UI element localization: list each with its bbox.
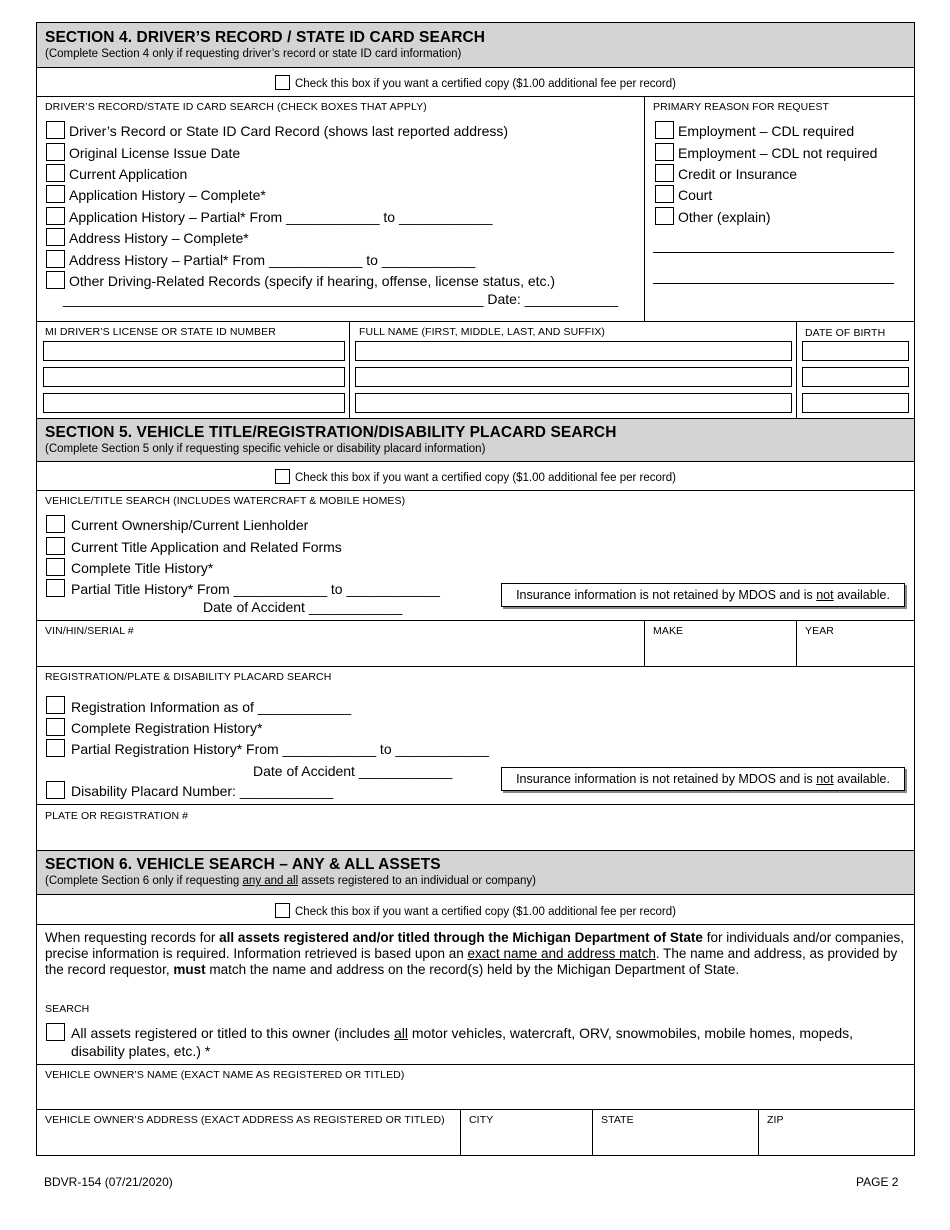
- option-label: Application History – Complete*: [69, 187, 266, 203]
- section4-title: SECTION 4. DRIVER’S RECORD / STATE ID CARD SEARCH: [45, 29, 486, 46]
- section6-title: SECTION 6. VEHICLE SEARCH – ANY & ALL ASSETS: [45, 856, 441, 873]
- divider: [644, 620, 645, 666]
- option-checkbox[interactable]: [46, 143, 65, 161]
- option-label: Application History – Partial* From ____________ to ____________: [69, 209, 493, 225]
- section5-certified-label: Check this box if you want a certified copy ($1.00 additional fee per record): [295, 472, 676, 484]
- divider: [796, 321, 797, 418]
- section5-subtitle: (Complete Section 5 only if requesting specific vehicle or disability placard information): [45, 443, 486, 455]
- fullname-input[interactable]: [355, 393, 792, 413]
- fullname-input[interactable]: [355, 367, 792, 387]
- reason-label: Court: [678, 187, 713, 203]
- fullname-input[interactable]: [355, 341, 792, 361]
- instructions-text: for individuals and/or companies, precise information is required. Information retrieved is based upon an: [45, 930, 905, 961]
- option-checkbox[interactable]: [46, 121, 65, 139]
- insurance-note-text: Insurance information is not retained by MDOS and is: [516, 772, 817, 786]
- insurance-note: [501, 767, 905, 791]
- vehicle-option-label: Current Title Application and Related Forms: [71, 539, 342, 555]
- fullname-label: FULL NAME (FIRST, MIDDLE, LAST, AND SUFFIX): [359, 326, 606, 338]
- subtitle-text: assets registered to an individual or company): [298, 875, 536, 887]
- reason-label: Employment – CDL required: [678, 123, 855, 139]
- vehicle-option-label: Complete Title History*: [71, 560, 214, 576]
- option-label: Current Application: [69, 166, 188, 182]
- section5-title: SECTION 5. VEHICLE TITLE/REGISTRATION/DISABILITY PLACARD SEARCH: [45, 424, 617, 441]
- page-number: PAGE 2: [856, 1175, 899, 1189]
- instructions-text: match the name and address on the record(s) held by the Michigan Department of State.: [205, 962, 740, 977]
- section4-subtitle: (Complete Section 4 only if requesting driver’s record or state ID card information): [45, 48, 462, 60]
- divider: [37, 666, 914, 667]
- registration-search-label: REGISTRATION/PLATE & DISABILITY PLACARD SEARCH: [45, 671, 332, 683]
- divider: [758, 1109, 759, 1155]
- make-label: MAKE: [653, 625, 684, 637]
- reason-label: Credit or Insurance: [678, 166, 798, 182]
- vehicle-search-label: VEHICLE/TITLE SEARCH (INCLUDES WATERCRAFT & MOBILE HOMES): [45, 495, 406, 507]
- option-label: Other Driving-Related Records (specify if hearing, offense, license status, etc.): [69, 273, 556, 289]
- option-checkbox[interactable]: [46, 271, 65, 289]
- section5-certified-row: [37, 469, 914, 484]
- subtitle-text: (Complete Section 6 only if requesting: [45, 875, 243, 887]
- insurance-note-text: available.: [833, 772, 890, 786]
- instructions-text: . The name and address, as provided by the record requestor,: [45, 946, 898, 977]
- license-label: MI DRIVER’S LICENSE OR STATE ID NUMBER: [45, 326, 276, 338]
- registration-option-label: Partial Registration History* From ____________ to ____________: [71, 741, 489, 757]
- city-label: CITY: [469, 1114, 494, 1126]
- insurance-note-emphasis: not: [816, 772, 834, 786]
- section4-certified-checkbox[interactable]: [275, 75, 290, 90]
- form-id: BDVR-154 (07/21/2020): [44, 1175, 173, 1189]
- vehicle-accident-date[interactable]: Date of Accident ____________: [203, 599, 403, 615]
- registration-accident-date[interactable]: Date of Accident ____________: [253, 763, 453, 779]
- owner-address-label: VEHICLE OWNER’S ADDRESS (EXACT ADDRESS AS REGISTERED OR TITLED): [45, 1114, 445, 1126]
- insurance-note-text: available.: [833, 588, 890, 602]
- reason-label: Other (explain): [678, 209, 771, 225]
- vehicle-option-checkbox[interactable]: [46, 579, 65, 597]
- search-label: SEARCH: [45, 1003, 90, 1015]
- section5-certified-checkbox[interactable]: [275, 469, 290, 484]
- assets-option-label-cont: disability plates, etc.) *: [71, 1043, 211, 1059]
- explain-line[interactable]: [653, 283, 894, 284]
- section6-subtitle: [45, 875, 536, 887]
- option-checkbox[interactable]: [46, 164, 65, 182]
- vehicle-option-checkbox[interactable]: [46, 515, 65, 533]
- dob-label: DATE OF BIRTH: [805, 327, 886, 339]
- vehicle-option-checkbox[interactable]: [46, 537, 65, 555]
- year-label: YEAR: [805, 625, 834, 637]
- assets-emphasis: all: [393, 1025, 408, 1041]
- option-label: Address History – Complete*: [69, 230, 249, 246]
- option-checkbox[interactable]: [46, 228, 65, 246]
- reason-checkbox[interactable]: [655, 143, 674, 161]
- license-input[interactable]: [43, 367, 345, 387]
- option-checkbox[interactable]: [46, 250, 65, 268]
- divider: [37, 804, 914, 805]
- vin-label: VIN/HIN/SERIAL #: [45, 625, 134, 637]
- registration-option-checkbox[interactable]: [46, 696, 65, 714]
- instructions-text: When requesting records for: [45, 930, 220, 945]
- placard-checkbox[interactable]: [46, 781, 65, 799]
- section4-certified-label: Check this box if you want a certified copy ($1.00 additional fee per record): [295, 78, 676, 90]
- vehicle-option-label: Partial Title History* From ____________ to ____________: [71, 581, 440, 597]
- divider: [37, 1064, 914, 1065]
- state-label: STATE: [601, 1114, 634, 1126]
- divider: [592, 1109, 593, 1155]
- instructions-underline: exact name and address match: [467, 946, 656, 961]
- insurance-note: [501, 583, 905, 607]
- reason-label: PRIMARY REASON FOR REQUEST: [653, 101, 830, 113]
- divider: [460, 1109, 461, 1155]
- divider: [644, 96, 645, 321]
- option-label: Address History – Partial* From ____________ to ____________: [69, 252, 476, 268]
- registration-option-checkbox[interactable]: [46, 739, 65, 757]
- option-checkbox[interactable]: [46, 185, 65, 203]
- section4-certified-row: [37, 75, 914, 90]
- divider: [37, 1109, 914, 1110]
- license-input[interactable]: [43, 341, 345, 361]
- dob-input[interactable]: [802, 341, 909, 361]
- owner-name-label: VEHICLE OWNER’S NAME (EXACT NAME AS REGISTERED OR TITLED): [45, 1069, 405, 1081]
- section5-header: [37, 418, 914, 462]
- section6-header: [37, 850, 914, 895]
- insurance-note-text: Insurance information is not retained by MDOS and is: [516, 588, 817, 602]
- registration-option-label: Complete Registration History*: [71, 720, 263, 736]
- divider: [349, 321, 350, 418]
- explain-line[interactable]: [653, 252, 894, 253]
- section4-search-label: DRIVER’S RECORD/STATE ID CARD SEARCH (CHECK BOXES THAT APPLY): [45, 101, 427, 113]
- form-frame: [36, 22, 915, 1156]
- dob-input[interactable]: [802, 393, 909, 413]
- reason-label: Employment – CDL not required: [678, 145, 878, 161]
- placard-label: Disability Placard Number: ____________: [71, 783, 334, 799]
- instructions-bold: must: [173, 962, 206, 977]
- section6-certified-row: [37, 903, 914, 918]
- divider: [37, 490, 914, 491]
- instructions-bold: all assets registered and/or titled through the Michigan Department of State: [219, 930, 703, 945]
- divider: [796, 620, 797, 666]
- assets-checkbox[interactable]: [46, 1023, 65, 1041]
- other-records-line[interactable]: ______________________________________________________ Date: ____________: [63, 291, 619, 307]
- option-label: Original License Issue Date: [69, 145, 241, 161]
- assets-text: motor vehicles, watercraft, ORV, snowmobiles, mobile homes, mopeds,: [407, 1025, 854, 1041]
- assets-option-label: [71, 1025, 853, 1041]
- divider: [37, 620, 914, 621]
- plate-label: PLATE OR REGISTRATION #: [45, 810, 189, 822]
- dob-input[interactable]: [802, 367, 909, 387]
- subtitle-emphasis: any and all: [242, 875, 299, 887]
- reason-checkbox[interactable]: [655, 164, 674, 182]
- divider: [37, 96, 914, 97]
- section6-certified-checkbox[interactable]: [275, 903, 290, 918]
- reason-checkbox[interactable]: [655, 207, 674, 225]
- option-label: Driver’s Record or State ID Card Record (shows last reported address): [69, 123, 509, 139]
- reason-checkbox[interactable]: [655, 121, 674, 139]
- section6-certified-label: Check this box if you want a certified copy ($1.00 additional fee per record): [295, 906, 676, 918]
- assets-text: All assets registered or titled to this owner (includes: [71, 1025, 394, 1041]
- registration-option-checkbox[interactable]: [46, 718, 65, 736]
- zip-label: ZIP: [767, 1114, 784, 1126]
- option-checkbox[interactable]: [46, 207, 65, 225]
- license-input[interactable]: [43, 393, 345, 413]
- registration-option-label: Registration Information as of ____________: [71, 699, 352, 715]
- divider: [37, 321, 914, 322]
- section4-header: [37, 23, 914, 68]
- vehicle-option-label: Current Ownership/Current Lienholder: [71, 517, 309, 533]
- divider: [37, 924, 914, 925]
- reason-checkbox[interactable]: [655, 185, 674, 203]
- assets-instructions: [45, 930, 905, 978]
- vehicle-option-checkbox[interactable]: [46, 558, 65, 576]
- insurance-note-emphasis: not: [816, 588, 834, 602]
